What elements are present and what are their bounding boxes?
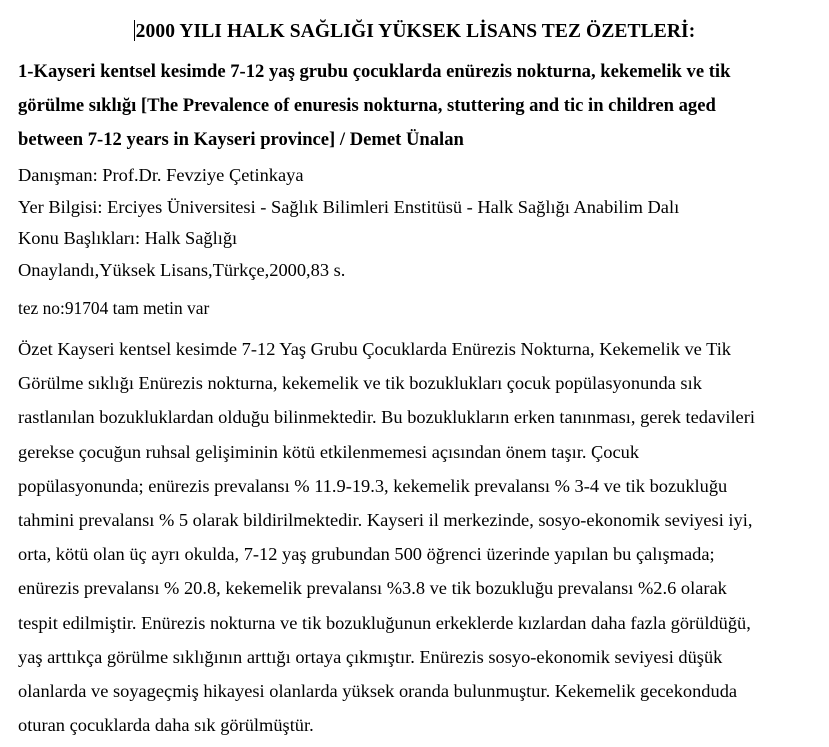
thesis-title-line: 1-Kayseri kentsel kesimde 7-12 yaş grubu çocuklarda enürezis nokturna, kekemelik ve tik	[18, 61, 731, 82]
abstract-line: tespit edilmiştir. Enürezis nokturna ve tik bozukluğunun erkeklerde kızlardan daha fazla görüldüğü,	[18, 612, 751, 633]
abstract-block	[18, 332, 823, 742]
metadata-location: Yer Bilgisi: Erciyes Üniversitesi - Sağlık Bilimleri Enstitüsü - Halk Sağlığı Anabilim Dalı	[18, 196, 680, 217]
abstract-line: orta, kötü olan üç ayrı okulda, 7-12 yaş grubundan 500 öğrenci üzerinde yapılan bu çalışmada;	[18, 544, 715, 565]
abstract-line: enürezis prevalansı % 20.8, kekemelik prevalansı %3.8 ve tik bozukluğu prevalansı %2.6 olarak	[18, 578, 727, 599]
thesis-title-line: between 7-12 years in Kayseri province] / Demet Ünalan	[18, 129, 464, 150]
abstract-line: Özet Kayseri kentsel kesimde 7-12 Yaş Grubu Çocuklarda Enürezis Nokturna, Kekemelik ve Tik	[18, 339, 732, 359]
thesis-title-line: görülme sıklığı [The Prevalence of enuresis nokturna, stuttering and tic in children aged	[18, 95, 716, 116]
abstract-line: olanlarda ve soyageçmiş hikayesi olanlarda yüksek oranda bulunmuştur. Kekemelik gecekonduda	[18, 681, 738, 702]
abstract-line: rastlanılan bozukluklardan olduğu bilinmektedir. Bu bozuklukların erken tanınması, gerek tedavileri	[18, 407, 755, 428]
metadata-advisor: Danışman: Prof.Dr. Fevziye Çetinkaya	[18, 165, 304, 185]
page-title	[0, 20, 829, 43]
text-caret	[134, 20, 135, 41]
page-title-text: 2000 YILI HALK SAĞLIĞI YÜKSEK LİSANS TEZ ÖZETLERİ:	[135, 21, 696, 42]
abstract-line: tahmini prevalansı % 5 olarak bildirilmektedir. Kayseri il merkezinde, sosyo-ekonomik seviyesi iyi,	[18, 510, 753, 531]
abstract-line: yaş arttıkça görülme sıklığının arttığı ortaya çıkmıştır. Enürezis sosyo-ekonomik seviyesi düşük	[18, 646, 723, 667]
abstract-line: gerekse çocuğun ruhsal gelişiminin kötü etkilenmemesi açısından önem taşır. Çocuk	[18, 441, 640, 462]
metadata-publication: Onaylandı,Yüksek Lisans,Türkçe,2000,83 s.	[18, 259, 346, 280]
metadata-subjects: Konu Başlıkları: Halk Sağlığı	[18, 228, 238, 248]
abstract-line: oturan çocuklarda daha sık görülmüştür.	[18, 715, 314, 736]
thesis-metadata-block	[18, 160, 818, 286]
abstract-line: popülasyonunda; enürezis prevalansı % 11.9-19.3, kekemelik prevalansı % 3-4 ve tik bozukluğu	[18, 475, 728, 496]
thesis-number-line: tez no:91704 tam metin var	[18, 298, 210, 318]
thesis-title-block	[18, 55, 813, 157]
abstract-line: Görülme sıklığı Enürezis nokturna, kekemelik ve tik bozuklukları çocuk popülasyonunda sık	[18, 373, 702, 394]
